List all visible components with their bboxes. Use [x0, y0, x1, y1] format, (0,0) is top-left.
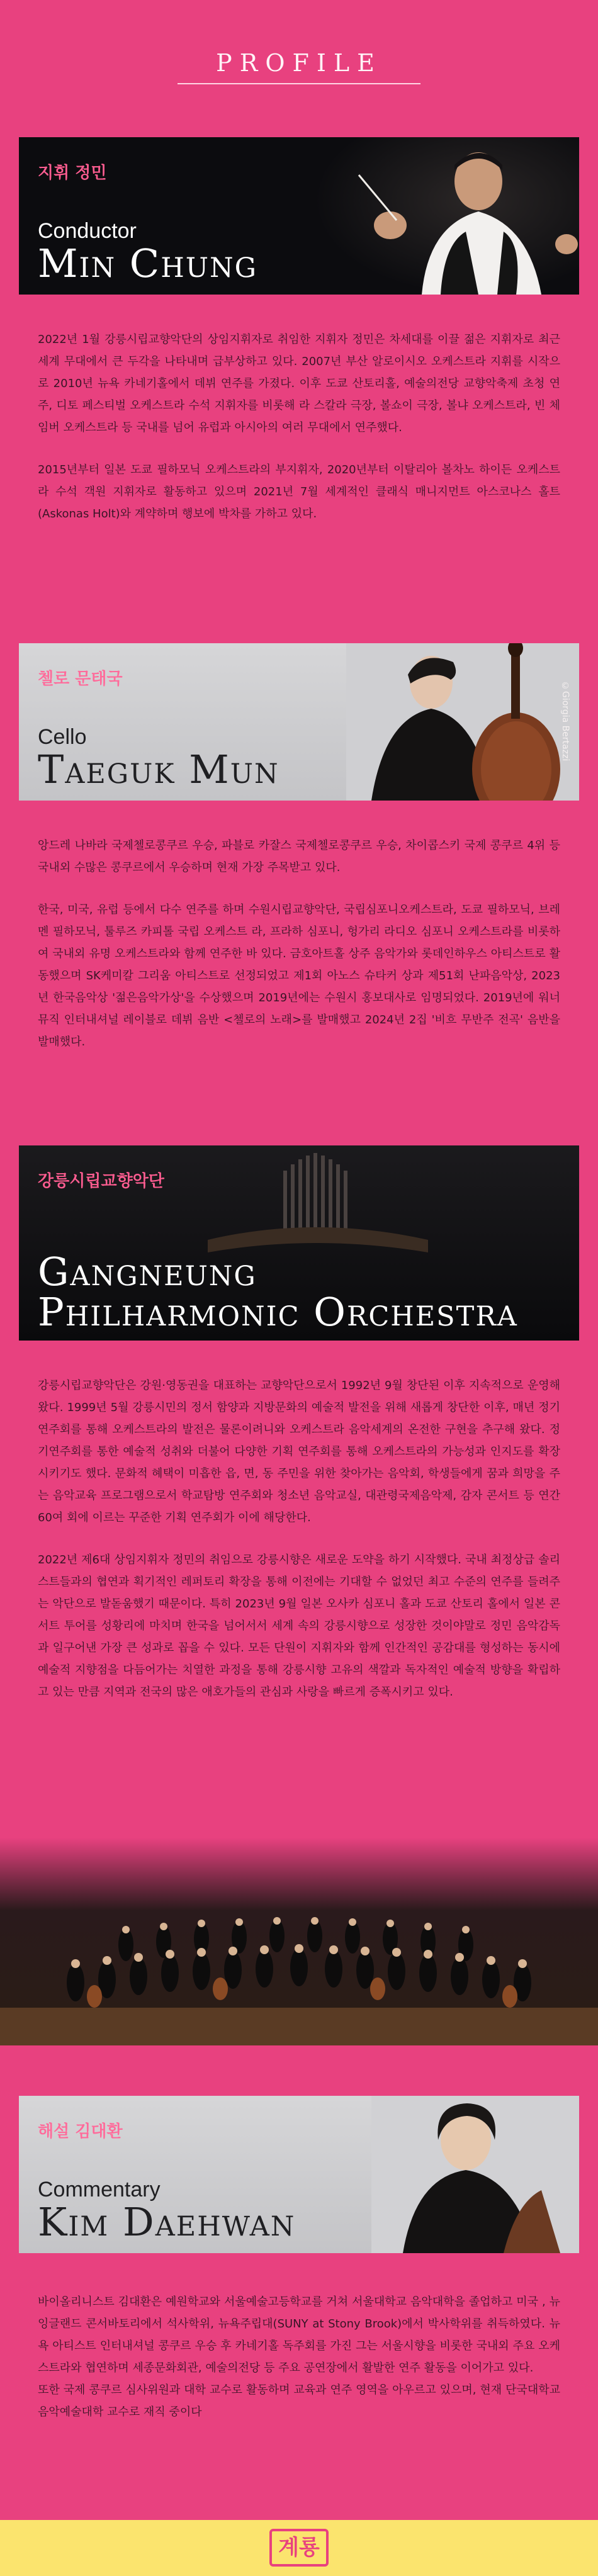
orchestra-bio-paragraph: 2022년 제6대 상임지휘자 정민의 취임으로 강릉시향은 새로운 도약을 하기 시작했다. 국내 최정상급 솔리스트들과의 협연과 획기적인 레퍼토리 확장을 통해 이전에는 기대할 수 없었던 최고 수준의 연주를 들려주는 악단으로 발돋움했기 때문이다. 특히 2023년 9월 일본 오사카 심포니 홀과 도쿄 산토리 홀에서 일본 콘서트 투어를 성황리에 마치며 한국을 넘어서서 세계 속의 강릉시향으로 성장한 것이야말로 정민 음악감독과 일구어낸 가장 큰 성과로 꼽을 수 있다. 모든 단원이 지휘자와 함께 인간적인 공감대를 형성하는 동시에 예술적 지향점을 다듬어가는 치열한 과정을 통해 강릉시향 고유의 색깔과 독자적인 예술적 방향을 확립하고 있는 만큼 지역과 전국의 많은 애호가들의 관심과 사랑을 빠르게 증폭시키고 있다. — [38, 1553, 560, 1699]
cellist-photo — [346, 643, 579, 801]
orchestra-role-ko: 강릉시립교향악단 — [38, 1172, 164, 1191]
conductor-panel — [19, 137, 579, 295]
conductor-name: Min Chung — [38, 240, 257, 286]
orchestra-name-line1: Gangneung — [38, 1249, 257, 1295]
orchestra-group-photo — [0, 1838, 598, 2045]
conductor-role-en: Conductor — [38, 219, 137, 243]
orchestra-name-line2: Philharmonic Orchestra — [38, 1289, 518, 1335]
cellist-role-en: Cello — [38, 725, 87, 749]
cellist-photo-credit: ©Giorgia Bertazzi — [560, 681, 570, 762]
commentary-bio-paragraph: 바이올리니스트 김대환은 예원학교와 서울예술고등학교를 거쳐 서울대학교 음악대학을 졸업하고 미국 , 뉴잉글랜드 콘서바토리에서 석사학위, 뉴욕주립대(SUNY at Stony Brook)에서 박사학위를 취득하였다. 뉴욕 아티스트 인터내셔널 콩쿠르 우승 후 카네기홀 독주회를 가진 그는 서울시향을 비롯한 국내외 주요 오케스트라와 협연하며 세종문화회관, 예술의전당 등 주요 공연장에서 활발한 연주 활동을 이어가고 있다. — [38, 2295, 560, 2375]
cellist-panel — [19, 643, 579, 801]
conductor-bio — [38, 329, 560, 525]
cellist-name: Taeguk Mun — [38, 746, 279, 792]
commentary-bio — [38, 2291, 560, 2423]
conductor-bio-paragraph: 2015년부터 일본 도쿄 필하모닉 오케스트라의 부지휘자, 2020년부터 이탈리아 볼차노 하이든 오케스트라 수석 객원 지휘자로 활동하고 있으며 2021년 7월 세계적인 클래식 매니지먼트 아스코나스 홀트(Askonas Holt)와 계약하며 행보에 박차를 가하고 있다. — [38, 463, 560, 520]
commentary-bio-paragraph: 또한 국제 콩쿠르 심사위원과 대학 교수로 활동하며 교육과 연주 영역을 아우르고 있으며, 현재 단국대학교 음악예술대학 교수로 재직 중이다 — [38, 2383, 560, 2419]
conductor-bio-paragraph: 2022년 1월 강릉시립교향악단의 상임지휘자로 취임한 지휘자 정민은 차세대를 이끌 젊은 지휘자로 최근 세계 무대에서 큰 두각을 나타내며 급부상하고 있다. 2007년 부산 알로이시오 오케스트라 지휘를 시작으로 2010년 뉴욕 카네기홀에서 데뷔 연주를 가졌다. 이후 도쿄 산토리홀, 예술의전당 교향악축제 초청 연주, 디토 페스티벌 오케스트라 수석 지휘자를 비롯해 라 스칼라 극장, 볼쇼이 극장, 볼냐 오케스트라, 빈 체임버 오케스트라 등 국내를 넘어 유럽과 아시아의 여러 무대에서 연주했다. — [38, 333, 560, 434]
orchestra-bio — [38, 1375, 560, 1703]
footer-logo: 계룡 — [269, 2529, 329, 2567]
commentary-panel — [19, 2096, 579, 2253]
conductor-role-ko: 지휘 정민 — [38, 164, 107, 183]
commentary-role-en: Commentary — [38, 2178, 161, 2202]
orchestra-panel — [19, 1145, 579, 1341]
cellist-bio-paragraph: 한국, 미국, 유럽 등에서 다수 연주를 하며 수원시립교향악단, 국립심포니오케스트라, 도쿄 필하모닉, 브레멘 필하모닉, 툴루즈 카피톨 국립 오케스트 라, 프라하 심포니, 헝가리 라디오 심포니 오케스트라를 비롯하여 국내외 유명 오케스트라와 함께 연주한 바 있다. 금호아트홀 상주 음악가와 롯데인하우스 아티스트로 활동했으며 SK케미칼 그리움 아티스트로 선정되었고 제1회 아노스 슈타커 상과 제51회 난파음악상, 2023년 한국음악상 '젊은음악가상'을 수상했으며 2019년에는 수원시 홍보대사로 임명되었다. 2019년에 워너 뮤직 인터내셔널 레이블로 데뷔 음반 <첼로의 노래>를 발매했고 2024년 2집 '비흐 무반주 전곡' 음반을 발매했다. — [38, 903, 560, 1049]
commentator-name: Kim Daehwan — [38, 2199, 296, 2245]
profile-title: PROFILE — [216, 49, 382, 77]
commentator-photo — [371, 2096, 579, 2253]
commentary-role-ko: 해설 김대환 — [38, 2122, 123, 2141]
conductor-photo — [315, 137, 579, 295]
cellist-bio-paragraph: 앙드레 나바라 국제첼로콩쿠르 우승, 파블로 카잘스 국제첼로콩쿠르 우승, 차이콥스키 국제 콩쿠르 4위 등 국내외 수많은 콩쿠르에서 우승하며 현재 가장 주목받고 있다. — [38, 839, 560, 874]
cellist-bio — [38, 835, 560, 1053]
orchestra-bio-paragraph: 강릉시립교향악단은 강원·영동권을 대표하는 교향악단으로서 1992년 9월 창단된 이후 지속적으로 운영해 왔다. 1999년 5월 강릉시민의 정서 함양과 지방문화의 예술적 발전을 위해 새롭게 창단한 이후, 매년 정기연주회를 통해 오케스트라의 발전은 물론이려니와 오케스트라 음악세계의 온전한 구현을 추구해 왔다. 정기연주회를 통한 예술적 성취와 더불어 다양한 기획 연주회를 통해 오케스트라의 가능성과 인지도를 확장시키기도 했다. 문화적 혜택이 미흡한 읍, 면, 동 주민을 위한 찾아가는 음악회, 학생들에게 꿈과 희망을 주는 음악교육 프로그램으로서 학교탐방 연주회와 청소년 음악교실, 대관령국제음악제, 감자 콘서트 등 연간 60여 회에 이르는 꾸준한 기획 연주회가 이에 해당한다. — [38, 1379, 560, 1524]
cellist-role-ko: 첼로 문태국 — [38, 670, 123, 689]
title-divider — [178, 83, 420, 84]
